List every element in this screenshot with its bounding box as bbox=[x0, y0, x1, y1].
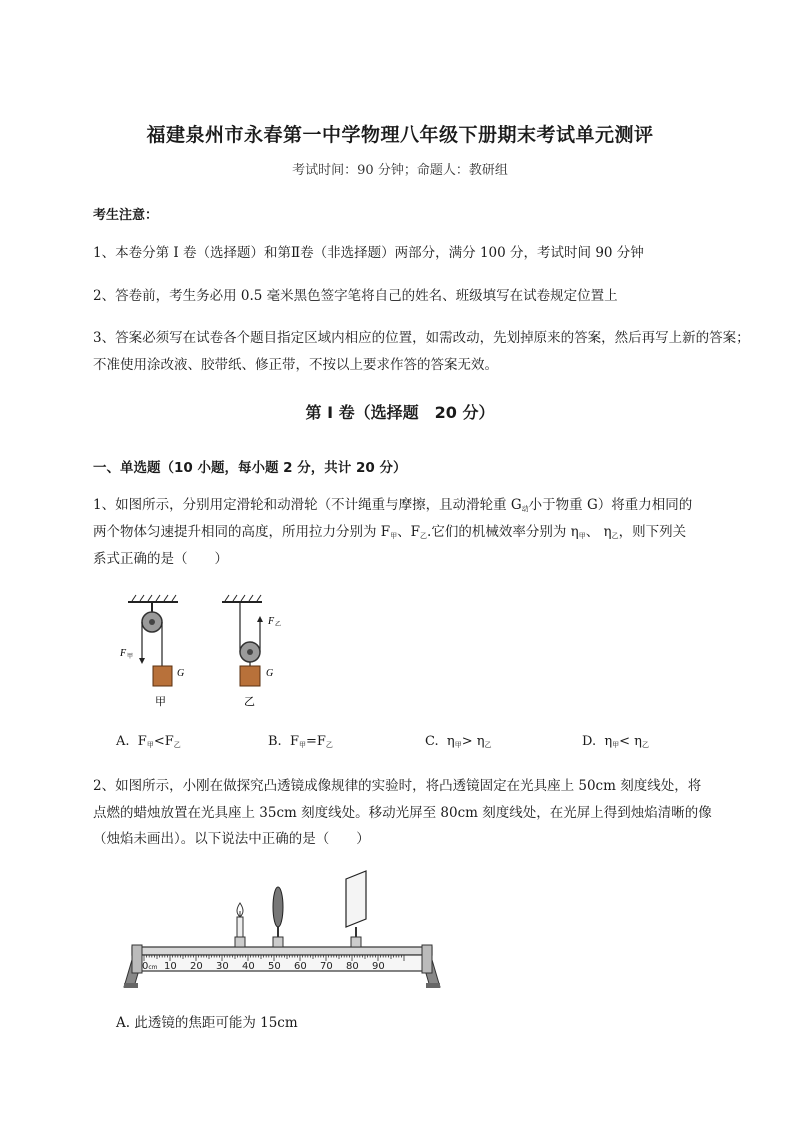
section-title: 第 I 卷（选择题 20 分） bbox=[305, 403, 495, 422]
notice-heading: 考生注意： bbox=[93, 208, 159, 223]
q1-line-2: 两个物体匀速提升相同的高度，所用拉力分别为 $F_甲$、$F_乙$.它们的机械效率分别为 $\eta_甲$、 $\eta_乙$，则下列关 bbox=[93, 524, 687, 540]
pulley-figure bbox=[110, 590, 310, 715]
notice-item-1: 1、本卷分第 I 卷（选择题）和第Ⅱ卷（非选择题）两部分，满分 100 分，考试时间 90 分钟 bbox=[93, 245, 644, 261]
q2-line-1: 2、如图所示，小刚在做探究凸透镜成像规律的实验时，将凸透镜固定在光具座上 50cm 刻度线处，将 bbox=[93, 778, 702, 794]
q2-option-a[interactable]: A. 此透镜的焦距可能为 15cm bbox=[116, 1015, 298, 1031]
caption-jia: 甲 bbox=[155, 695, 166, 708]
force-label-jia: F bbox=[120, 648, 127, 659]
q1-option-c[interactable]: C. $\eta_甲> \eta_乙$ bbox=[425, 734, 492, 749]
ruler-label: 10 bbox=[164, 961, 177, 972]
q1-option-b[interactable]: B. $F_甲=F_乙$ bbox=[268, 734, 333, 749]
weight-label-1: G bbox=[177, 668, 185, 679]
q1-line-3: 系式正确的是（ ） bbox=[93, 551, 228, 567]
optical-bench-figure bbox=[120, 865, 450, 995]
part-heading: 一、单选题（10 小题，每小题 2 分，共计 20 分） bbox=[93, 460, 407, 476]
ruler-label: 80 bbox=[346, 961, 359, 972]
ruler-label: 70 bbox=[320, 961, 333, 972]
page-subtitle: 考试时间：90 分钟；命题人：教研组 bbox=[292, 163, 508, 178]
ruler-label: 60 bbox=[294, 961, 307, 972]
force-label-yi: F bbox=[268, 616, 275, 627]
fixed-pulley-diagram bbox=[119, 595, 184, 708]
convex-lens bbox=[273, 887, 283, 947]
notice-item-3: 3、答案必须写在试卷各个题目指定区域内相应的位置，如需改动，先划掉原来的答案，然后再写上新的答案；不准使用涂改液、胶带纸、修正带，不按以上要求作答的答案无效。 bbox=[93, 330, 750, 373]
light-screen bbox=[346, 871, 366, 947]
candle bbox=[235, 903, 245, 947]
q1-option-d[interactable]: D. $\eta_甲< \eta_乙$ bbox=[582, 734, 649, 749]
force-sub-jia: 甲 bbox=[127, 653, 134, 660]
page-title: 福建泉州市永春第一中学物理八年级下册期末考试单元测评 bbox=[146, 124, 654, 146]
bench-rail bbox=[132, 947, 432, 955]
ruler-label: 50 bbox=[268, 961, 281, 972]
q1-line-1: 1、如图所示，分别用定滑轮和动滑轮（不计绳重与摩擦，且动滑轮重 $G_动$小于物重 G）将重力相同的 bbox=[93, 497, 693, 513]
movable-pulley-diagram bbox=[222, 595, 281, 708]
ruler-label: 20 bbox=[190, 961, 203, 972]
ruler-label: 30 bbox=[216, 961, 229, 972]
q2-line-3: （烛焰未画出）。以下说法中正确的是（ ） bbox=[93, 831, 370, 847]
weight-label-2: G bbox=[266, 668, 274, 679]
force-sub-yi: 乙 bbox=[275, 621, 282, 628]
ruler-label: 90 bbox=[372, 961, 385, 972]
q1-option-a[interactable]: A. $F_甲<F_乙$ bbox=[116, 734, 181, 749]
notice-item-2: 2、答卷前，考生务必用 0.5 毫米黑色签字笔将自己的姓名、班级填写在试卷规定位置上 bbox=[93, 288, 618, 304]
q2-line-2: 点燃的蜡烛放置在光具座上 35cm 刻度线处。移动光屏至 80cm 刻度线处，在光屏上得到烛焰清晰的像 bbox=[93, 805, 712, 821]
ruler-label: 0cm bbox=[142, 961, 158, 972]
ruler-label: 40 bbox=[242, 961, 255, 972]
caption-yi: 乙 bbox=[244, 695, 255, 708]
